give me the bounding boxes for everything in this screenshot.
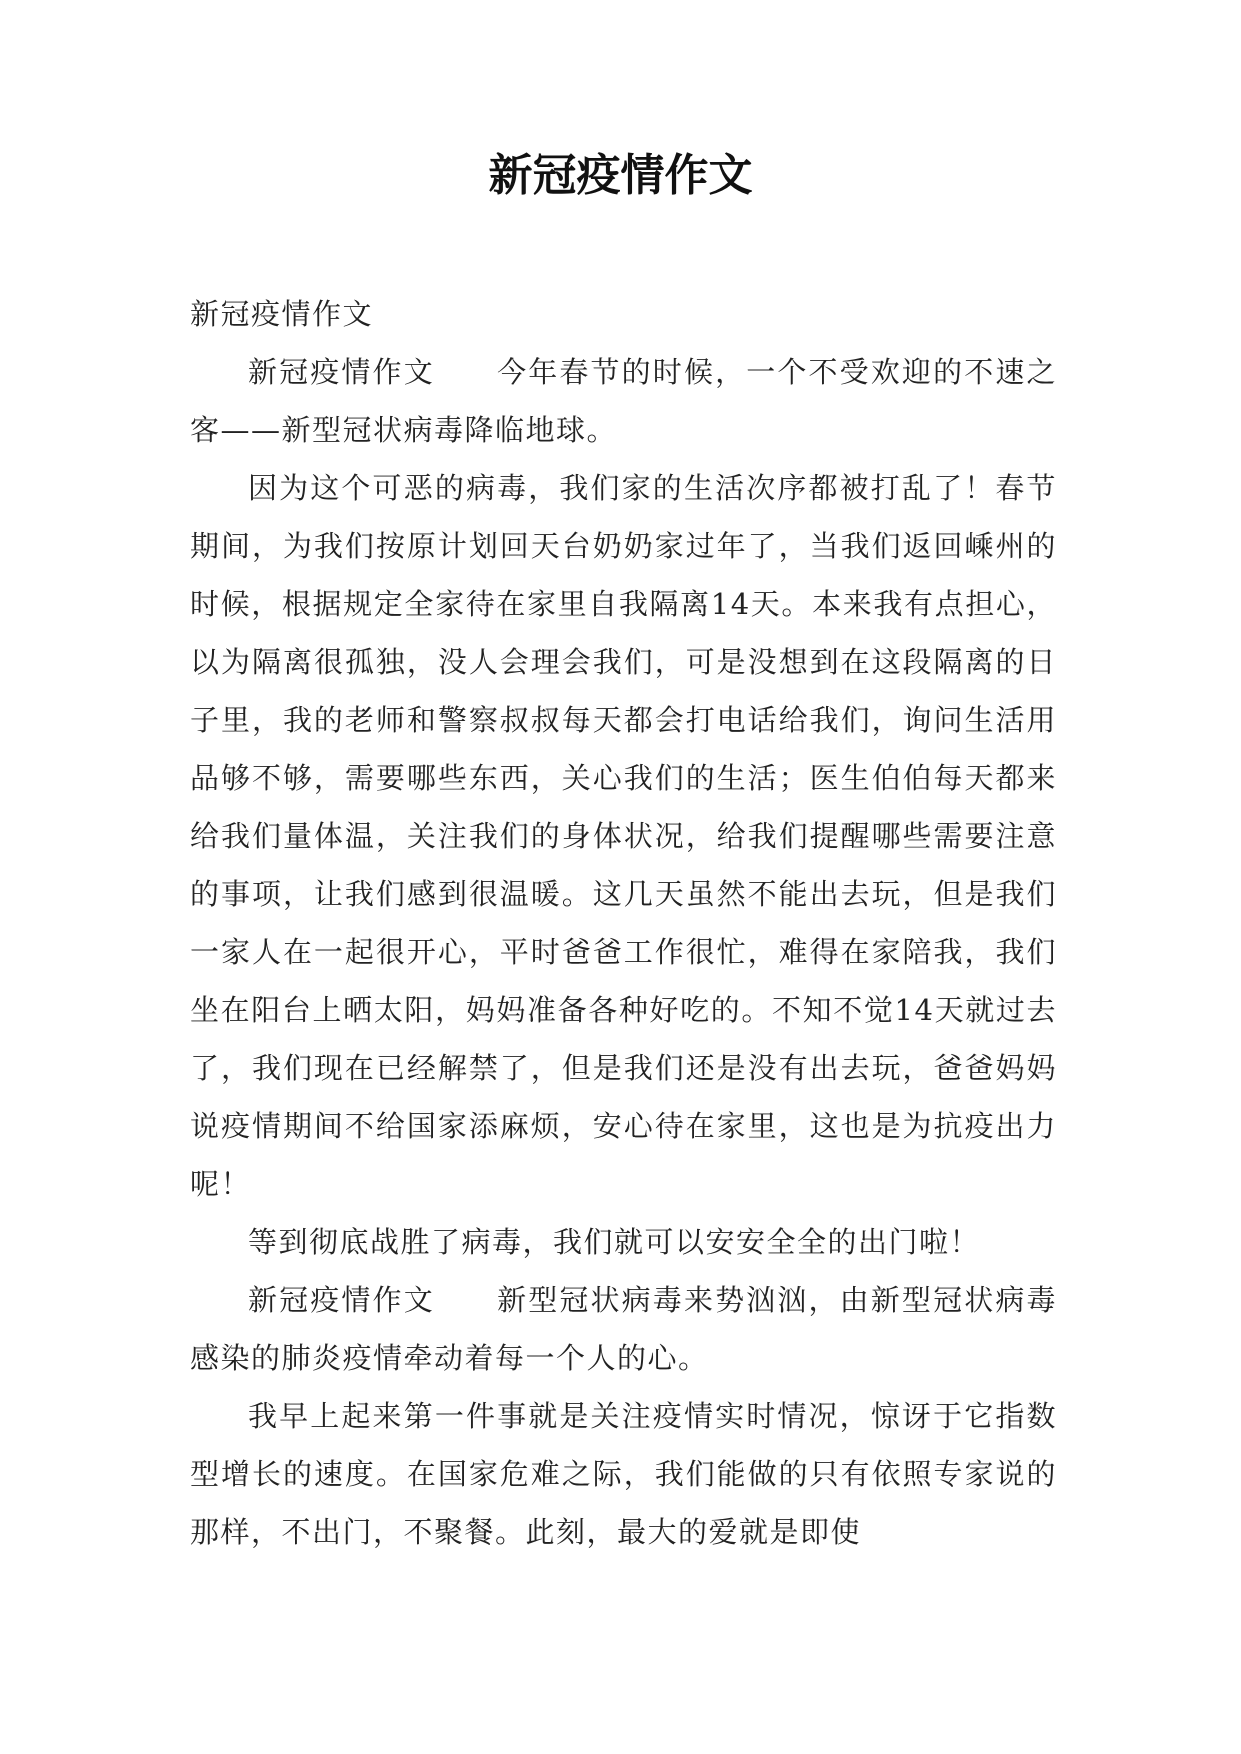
paragraph: 新冠疫情作文 新型冠状病毒来势汹汹，由新型冠状病毒感染的肺炎疫情牵动着每一个人的心。 bbox=[190, 1283, 1057, 1375]
document-title: 新冠疫情作文 bbox=[488, 150, 753, 201]
paragraph: 新冠疫情作文 今年春节的时候，一个不受欢迎的不速之客——新型冠状病毒降临地球。 bbox=[190, 355, 1057, 447]
document-body bbox=[190, 285, 1057, 1561]
paragraph: 等到彻底战胜了病毒，我们就可以安安全全的出门啦！ bbox=[248, 1225, 981, 1259]
paragraph: 因为这个可恶的病毒，我们家的生活次序都被打乱了！春节期间，为我们按原计划回天台奶奶家过年了，当我们返回嵊州的时候，根据规定全家待在家里自我隔离14天。本来我有点担心，以为隔离很孤独，没人会理会我们，可是没想到在这段隔离的日子里，我的老师和警察叔叔每天都会打电话给我们，询问生活用品够不够，需要哪些东西，关心我们的生活；医生伯伯每天都来给我们量体温，关注我们的身体状况，给我们提醒哪些需要注意的事项，让我们感到很温暖。这几天虽然不能出去玩，但是我们一家人在一起很开心，平时爸爸工作很忙，难得在家陪我，我们坐在阳台上晒太阳，妈妈准备各种好吃的。不知不觉14天就过去了，我们现在已经解禁了，但是我们还是没有出去玩，爸爸妈妈说疫情期间不给国家添麻烦，安心待在家里，这也是为抗疫出力呢！ bbox=[190, 471, 1057, 1201]
paragraph-heading: 新冠疫情作文 bbox=[190, 297, 374, 331]
paragraph: 我早上起来第一件事就是关注疫情实时情况，惊讶于它指数型增长的速度。在国家危难之际，我们能做的只有依照专家说的那样，不出门，不聚餐。此刻，最大的爱就是即使 bbox=[190, 1399, 1057, 1549]
